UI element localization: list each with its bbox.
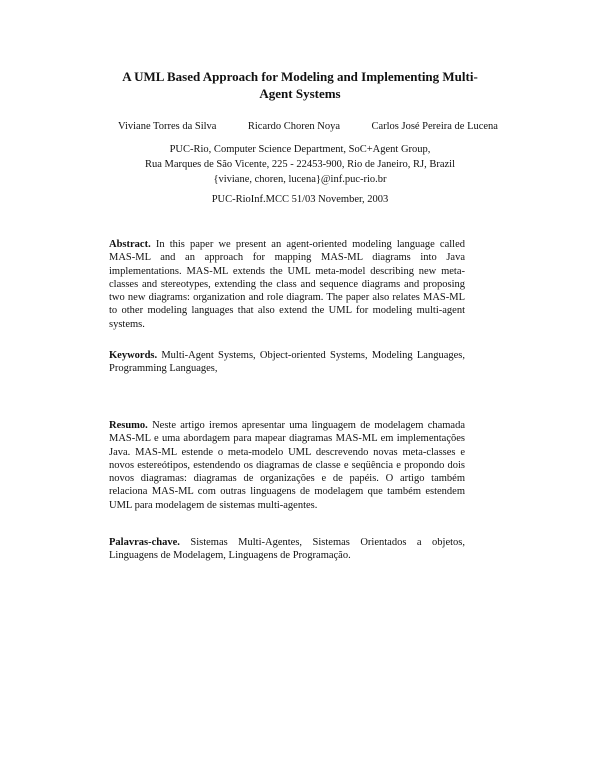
resumo-label: Resumo. [109,420,148,431]
title-line-2: Agent Systems [259,86,341,101]
palavras-chave [109,536,465,563]
palavras-chave-label: Palavras-chave. [109,537,180,548]
abstract [109,238,465,331]
author-emails: {viviane, choren, lucena}@inf.puc-rio.br [213,174,387,185]
author-2: Ricardo Choren Noya [247,121,341,132]
keywords-text: Multi-Agent Systems, Object-oriented Systems, Modeling Languages, Programming Languages, [109,350,465,375]
resumo-text: Neste artigo iremos apresentar uma linguagem de modelagem chamada MAS-ML e uma abordagem para mapear diagramas MAS-ML em implementações Java. MAS-ML estende o meta-modelo UML descrevendo novas meta-classes e novos estereótipos, estendendo os diagramas de classe e seqüência e propondo dois novos diagramas: diagramas de organizações e de papéis. O artigo também relaciona MAS-ML com outras linguagens de modelagem que também estendem UML para modelagem de sistemas multi-agentes. [109,420,465,511]
abstract-text: In this paper we present an agent-oriented modeling language called MAS-ML and an approach for mapping MAS-ML diagrams into Java implementations. MAS-ML extends the UML meta-model describing new meta-classes and stereotypes, extending the class and sequence diagrams and proposing two new diagrams: organization and role diagram. The paper also relates MAS-ML to other modeling languages that also extend the UML for modeling multi-agent systems. [109,239,465,330]
keywords [109,349,465,376]
report-id: PUC-RioInf.MCC 51/03 November, 2003 [211,194,389,205]
author-3: Carlos José Pereira de Lucena [371,121,498,132]
affiliation [100,142,500,187]
author-1: Viviane Torres da Silva [118,121,217,132]
keywords-label: Keywords. [109,350,158,361]
title-line-1: A UML Based Approach for Modeling and Implementing Multi- [122,69,478,84]
abstract-label: Abstract. [109,239,151,250]
palavras-chave-text: Sistemas Multi-Agentes, Sistemas Orientados a objetos, Linguagens de Modelagem, Linguagens de Programação. [109,537,465,562]
affiliation-line-1: PUC-Rio, Computer Science Department, SoC+Agent Group, [169,144,431,155]
paper-title [100,68,500,102]
affiliation-line-2: Rua Marques de São Vicente, 225 - 22453-900, Rio de Janeiro, RJ, Brazil [144,159,456,170]
resumo [109,419,465,512]
author-list [118,121,498,132]
